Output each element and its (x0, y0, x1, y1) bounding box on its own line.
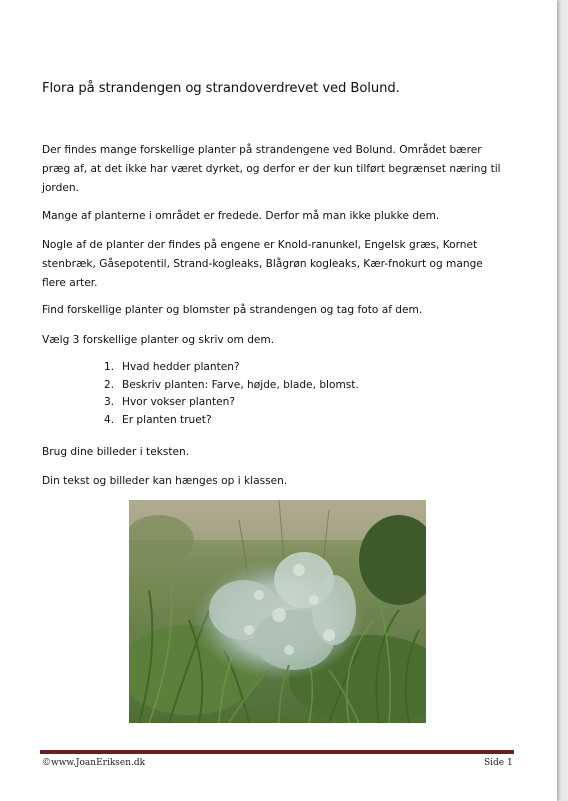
list-number: 3. (104, 396, 115, 408)
plant-photo (129, 500, 426, 723)
paragraph-protected: Mange af planterne i området er fredede. Derfor må man ikke plukke dem. (42, 210, 440, 222)
footer-copyright: ©www.JoanEriksen.dk (42, 758, 146, 768)
list-text: Beskriv planten: Farve, højde, blade, blomst. (122, 378, 359, 391)
list-item (104, 412, 359, 430)
question-list (104, 359, 359, 429)
list-text: Hvor vokser planten? (122, 396, 235, 408)
list-item (104, 359, 359, 377)
paragraph-display: Din tekst og billeder kan hænges op i klassen. (42, 475, 288, 487)
list-number: 2. (104, 378, 115, 391)
list-number: 1. (104, 361, 115, 373)
list-number: 4. (104, 413, 115, 426)
paragraph-intro: Der findes mange forskellige planter på strandengene ved Bolund. Området bærer præg af, at det ikke har været dyrket, og derfor er der kun tilført begrænset næring til jorden. (42, 144, 501, 194)
footer-page-number: Side 1 (484, 758, 513, 768)
list-text: Er planten truet? (122, 413, 212, 426)
paragraph-task-choose: Vælg 3 forskellige planter og skriv om dem. (42, 334, 275, 346)
list-item (104, 377, 359, 395)
paragraph-task-photo: Find forskellige planter og blomster på strandengen og tag foto af dem. (42, 304, 423, 316)
page-title: Flora på strandengen og strandoverdrevet ved Bolund. (42, 81, 400, 96)
footer-rule (40, 750, 514, 754)
list-item (104, 394, 359, 412)
paragraph-use-images: Brug dine billeder i teksten. (42, 446, 190, 458)
list-text: Hvad hedder planten? (122, 361, 240, 373)
paragraph-species: Nogle af de planter der findes på engene er Knold-ranunkel, Engelsk græs, Kornet stenbræk, Gåsepotentil, Strand-kogleaks, Blågrøn kogleaks, Kær-fnokurt og mange flere arter. (42, 239, 483, 289)
